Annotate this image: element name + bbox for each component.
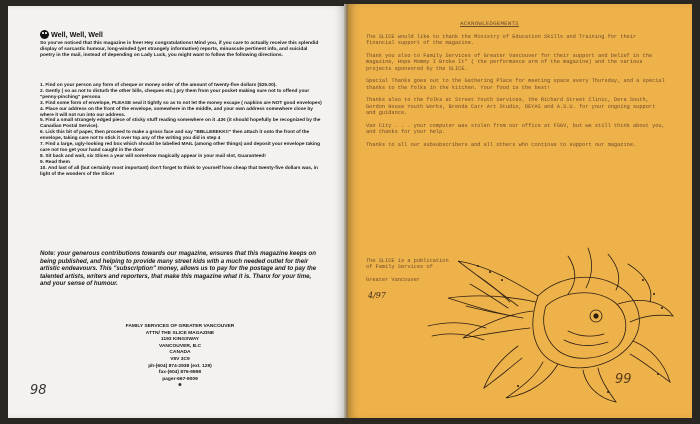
left-intro: So you've noticed that this magazine is free! Hey congratulations! Mind you, if you care to actually receive this splendid display of sarcastic humour, long-winded (yet strangely informative) reports, minuscule pertinent info, and suicidal poetry in the mail, instead of depending on Lady Luck, you might want to follow the following directions. bbox=[40, 41, 319, 59]
address-line: VANCOUVER, B.C bbox=[158, 343, 202, 349]
acknowledgements-title: ACKNOWLEDGEMENTS bbox=[460, 20, 519, 27]
step-item: 1. Find on your person any form of cheque or money order of the amount of twenty-five dollars ($25.00). bbox=[40, 83, 277, 88]
address-line: fax-(604) 876-9898 bbox=[158, 370, 202, 376]
mailing-address bbox=[95, 324, 265, 390]
subscription-note: Note: your generous contributions towards our magazine, ensures that this magazine keeps on being published, and helping to provide many street kids with a much needed outlet for their artistic endeavours. This "subscription" money, allows us to pay for the postage and to pay the talented artists, writers and reporters, that make this magazine what it is. Thanx for your time, and your sense of humour. bbox=[40, 250, 317, 288]
address-line: ATTN/ THE SLICE MAGAZINE bbox=[145, 330, 215, 336]
publication-line: Greater Vancouver bbox=[366, 277, 421, 284]
step-item: 3. Find some form of envelope, PLEASE seal it tightly so as to not let the money escape ( napkins are NOT good envelopes) bbox=[40, 100, 322, 106]
left-heading bbox=[40, 30, 103, 39]
bird-line-drawing bbox=[418, 236, 683, 406]
handwritten-date: 4/97 bbox=[368, 291, 386, 300]
subscription-steps bbox=[40, 83, 325, 178]
page-number-right: 99 bbox=[615, 372, 632, 387]
step-item: 8. Sit back and wait, six Slices a year will somehow magically appear in your mail slot, Guaranteed! bbox=[40, 153, 266, 159]
smiley-icon bbox=[40, 30, 49, 39]
address-line: FAMILY SERVICES OF GREATER VANCOUVER bbox=[125, 324, 235, 329]
ack-paragraph: Special Thanks goes out to the Gathering Place for meeting space every Thursday, and a special thanks to the folks in the kitchen. Your food is the best! bbox=[366, 78, 665, 91]
step-item: 9. Read them bbox=[40, 159, 70, 165]
publication-line: The SLICE is a publication bbox=[366, 258, 449, 264]
step-item: 2. Gently ( so as not to disturb the other bills, cheques etc.) pry them from your pocket making sure not to offend your "penny-pinching" persona bbox=[40, 88, 310, 100]
publication-line: of Family Services of bbox=[366, 264, 433, 271]
address-line: pager-667-9009 bbox=[162, 376, 198, 382]
acknowledgements-body bbox=[366, 34, 666, 154]
step-item: 7. Find a large, ugly-looking red box which should be labelled MAIL (among other things) and deposit your envelope taking care not too get your hand caught in the door bbox=[40, 142, 321, 153]
address-line: ☻ bbox=[177, 383, 183, 389]
page-number-left: 98 bbox=[30, 383, 47, 398]
step-item: 6. Lick this bit of paper, then proceed to make a gross face and say "BBLLEEEKK!!" then attach it onto the front of the envelope, taking care not to stick it over top any of the writing you did in step 4 bbox=[40, 130, 310, 142]
step-item: 10. And last of all (but certainly most important) don't forget to think to yourself how cheap that twenty-five dollars was, in light of the wonders of the Slice! bbox=[40, 165, 318, 177]
step-item: 4. Place our address on the front of the envelope, somewhere in the middle, and your own address somewhere close by where it will not run into our address. bbox=[40, 106, 313, 118]
address-line: ph-(604) 874-2938 (ext. 129) bbox=[148, 363, 212, 369]
step-item: 5. Find a small strangely edged piece of sticky stuff reading somewhere on it .43¢ (it should hopefully be recognized by the Canadian Postal Service). bbox=[40, 118, 321, 130]
ack-paragraph: The SLICE would like to thank the Ministry of Education Skills and Training for their financial support of the magazine. bbox=[366, 34, 637, 47]
address-line: V5V 3C9 bbox=[170, 356, 190, 362]
address-line: CANADA bbox=[169, 350, 191, 356]
ack-paragraph: Thank you also to Family Services of Greater Vancouver for their support and belief in the magazine, Hope Mommy I Broke It* ( the performance arm of the magazine) and the various projects sponsored by the SLICE. bbox=[366, 53, 653, 72]
ack-paragraph: Thanks to all our subsubscribers and all others who continue to support our magazine. bbox=[366, 141, 637, 148]
ack-paragraph: Van City . . . your computer was stolen from our office at FSGV, but we still think about you, and thanks for your help. bbox=[366, 122, 665, 136]
ack-paragraph: Thanks also to the folks at Street Youth Services, the Richard Street Clinic, Dera South, Gordon House Youth Works, Brenda Carr Art Studio, DEYAS and A.S.U. for your ongoing support and guidance. bbox=[366, 97, 656, 117]
left-heading-text: Well, Well, Well bbox=[51, 30, 103, 39]
address-line: 1193 KINGSWAY bbox=[160, 337, 200, 343]
